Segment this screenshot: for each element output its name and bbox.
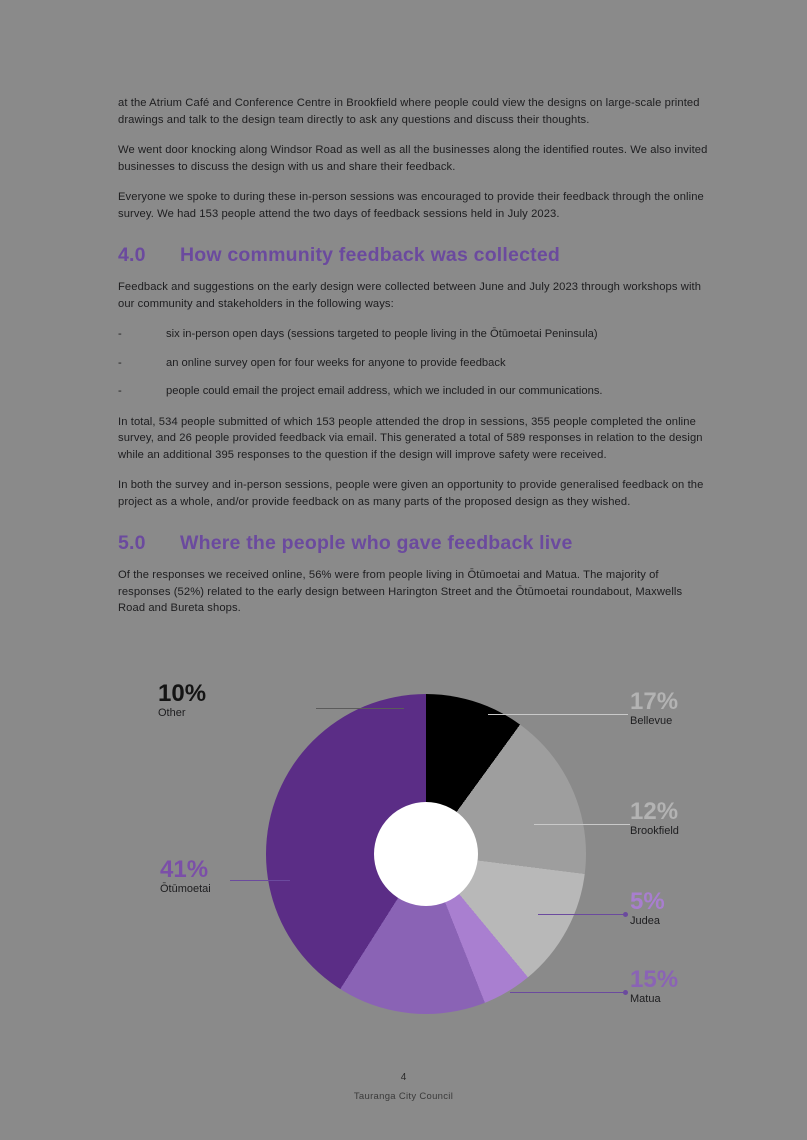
section-5-title: Where the people who gave feedback live	[180, 532, 573, 554]
section-5-paragraph-1: Of the responses we received online, 56% were from people living in Ōtūmoetai and Matua. The majority of responses (52%) related to the early design between Harington Street and the Ōtūmoetai roundabout, Maxwells Road and Bureta shops.	[118, 569, 683, 614]
slice-label-bellevue	[630, 690, 678, 728]
slice-value-bellevue: 17%	[630, 688, 679, 715]
slice-name-other: Other	[158, 707, 186, 719]
section-5-number: 5.0	[118, 532, 146, 554]
slice-label-other	[158, 682, 206, 720]
slice-value-other: 10%	[158, 680, 207, 707]
paragraph-intro-2: We went door knocking along Windsor Road as well as all the businesses along the identified routes. We also invited businesses to discuss the design with us and share their feedback.	[118, 144, 708, 173]
section-4-bullet-list	[118, 326, 708, 400]
slice-value-otumoetai: 41%	[160, 856, 209, 883]
slice-name-otumoetai: Ōtūmoetai	[160, 883, 211, 895]
leader-line-judea	[538, 914, 626, 915]
section-4-heading	[118, 244, 708, 267]
leader-line-matua	[510, 992, 626, 993]
footer-organisation: Tauranga City Council	[353, 1091, 454, 1102]
leader-line-otumoetai	[230, 880, 290, 881]
slice-value-matua: 15%	[630, 966, 679, 993]
list-item: - six in-person open days (sessions targeted to people living in the Ōtūmoetai Peninsula)	[118, 326, 708, 343]
page-footer	[18, 1072, 789, 1102]
slice-name-judea: Judea	[630, 915, 660, 927]
slice-value-judea: 5%	[630, 888, 665, 915]
section-4-intro: Feedback and suggestions on the early design were collected between June and July 2023 through workshops with our community and stakeholders in the following ways:	[118, 281, 702, 310]
slice-label-matua	[630, 968, 678, 1006]
slice-name-brookfield: Brookfield	[630, 825, 679, 837]
paragraph-intro-3: Everyone we spoke to during these in-person sessions was encouraged to provide their feedback through the online survey. We had 153 people attend the two days of feedback sessions held in July 2023.	[118, 191, 704, 220]
list-item: - an online survey open for four weeks for anyone to provide feedback	[118, 355, 708, 372]
slice-name-matua: Matua	[630, 993, 661, 1005]
slice-label-otumoetai	[160, 858, 211, 896]
leader-line-other	[316, 708, 404, 709]
leader-dot-matua	[623, 990, 628, 995]
donut-chart	[118, 672, 718, 1032]
section-4-title: How community feedback was collected	[180, 244, 560, 266]
slice-name-bellevue: Bellevue	[630, 715, 673, 727]
leader-dot-judea	[623, 912, 628, 917]
leader-line-bellevue	[488, 714, 628, 715]
slice-label-judea	[630, 890, 665, 928]
list-item: - people could email the project email address, which we included in our communications.	[118, 383, 708, 400]
page-number: 4	[400, 1072, 407, 1083]
leader-line-brookfield	[534, 824, 630, 825]
donut-ring	[266, 694, 586, 1014]
section-4-paragraph-2: In both the survey and in-person sessions, people were given an opportunity to provide generalised feedback on the project as a whole, and/or provide feedback on as many parts of the proposed design as they wished.	[118, 479, 704, 508]
section-4-paragraph-1: In total, 534 people submitted of which 153 people attended the drop in sessions, 355 people completed the online survey, and 26 people provided feedback via email. This generated a total of 589 responses in relation to the design while an additional 395 responses to the question if the design will improve safety were received.	[118, 415, 703, 461]
section-4-number: 4.0	[118, 244, 146, 266]
slice-label-brookfield	[630, 800, 679, 838]
slice-value-brookfield: 12%	[630, 798, 679, 825]
section-5-heading	[118, 532, 708, 555]
page-sheet	[18, 0, 789, 1140]
document-body	[118, 95, 708, 631]
paragraph-intro-1: at the Atrium Café and Conference Centre in Brookfield where people could view the designs on large-scale printed drawings and talk to the design team directly to ask any questions and discuss their thoughts.	[118, 97, 700, 126]
